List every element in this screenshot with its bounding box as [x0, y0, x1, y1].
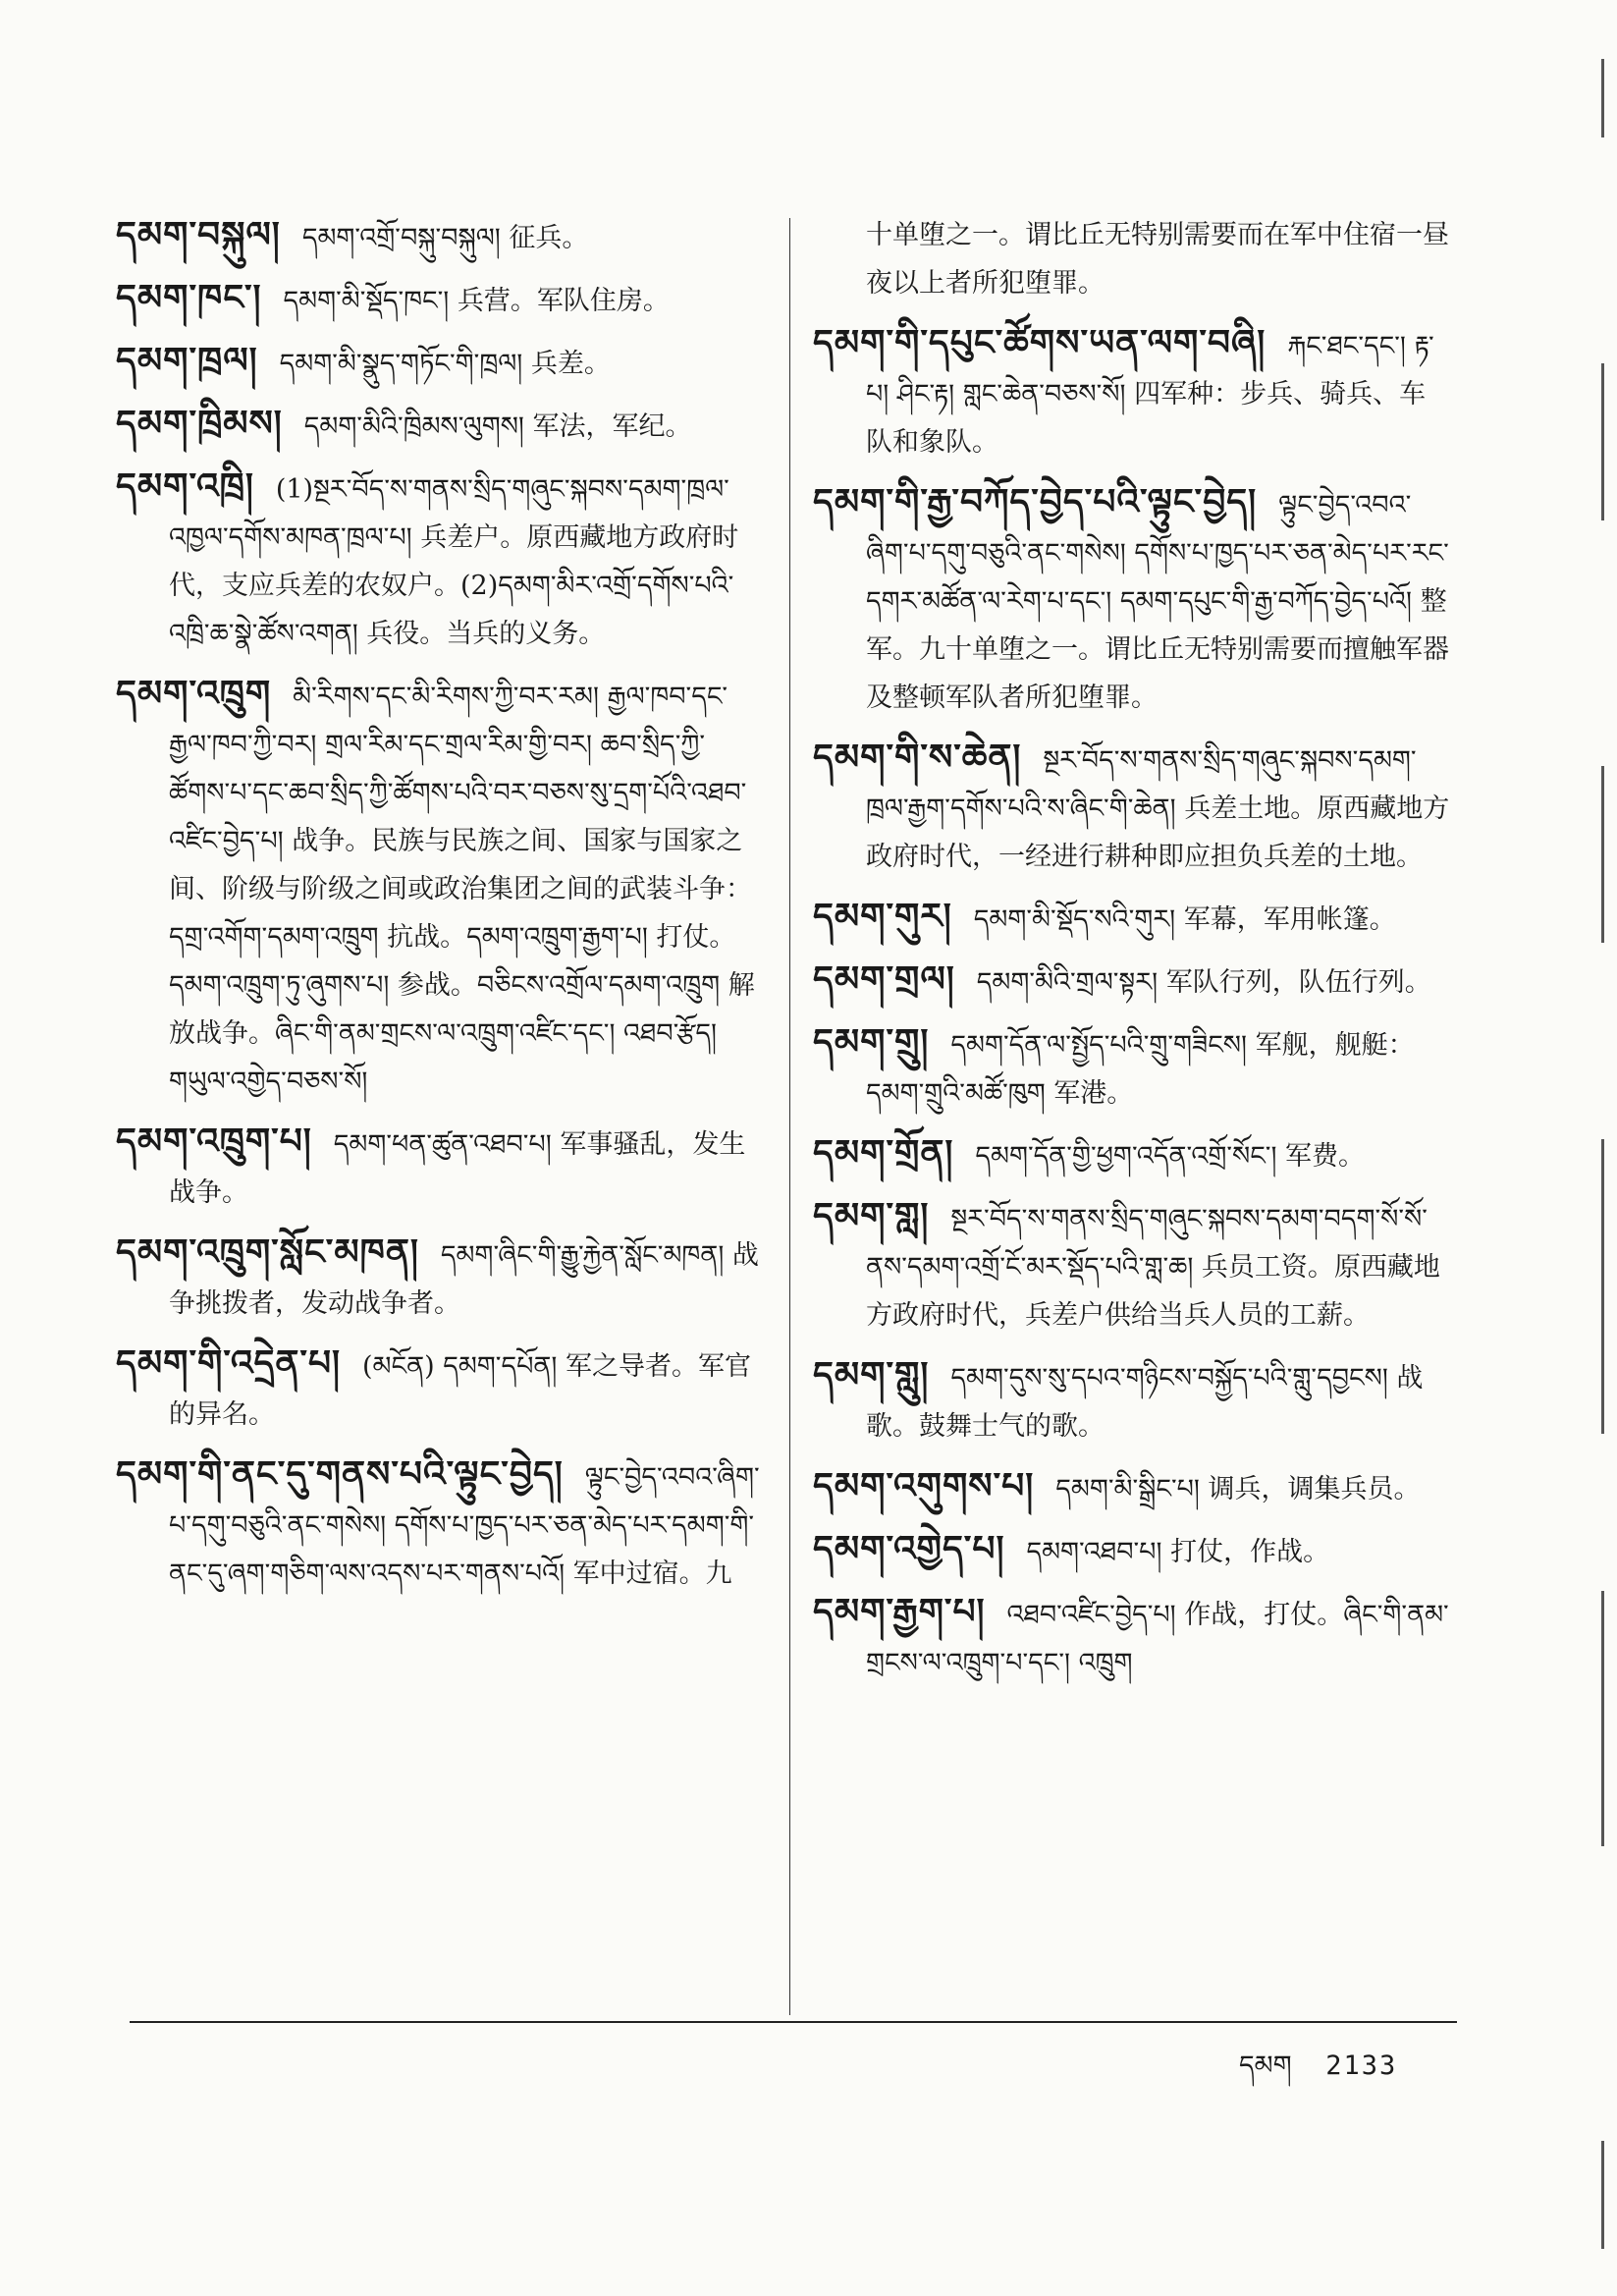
edge-mark	[1601, 1139, 1604, 1434]
headword: དམག་གི་ས་ཆེན།	[813, 738, 1022, 778]
dictionary-entry	[116, 670, 762, 1106]
headword: དམག་ཁང་།	[116, 278, 262, 318]
definition: དམག་ཞིང་གི་རྒྱུ་རྐྱེན་སློང་མཁན། 战争挑拨者，发动战争者。	[169, 1240, 759, 1319]
dictionary-entry	[813, 893, 1451, 944]
definition: ལྟུང་བྱེད་འབའ་ཞིག་པ་དགུ་བཅུའི་ནང་གསེས། དགོས་པ་ཁྱད་པར་ཅན་མེད་པར་རང་དགར་མཚོན་ལ་རེག་པ་དང་། དམག་དཔུང་གི་རྒྱ་བཀོད་བྱེད་པའོ། 整军。九十单堕之一。谓比丘无特别需要而擅触军器及整顿军队者所犯堕罪。	[866, 490, 1449, 713]
dictionary-entry	[116, 1450, 762, 1598]
dictionary-entry	[813, 478, 1451, 722]
headword: དམག་འཁྲུག་སློང་མཁན།	[116, 1232, 419, 1273]
edge-mark	[1601, 59, 1604, 137]
dictionary-entry	[813, 1351, 1451, 1450]
dictionary-entry	[813, 1018, 1451, 1118]
dictionary-entry	[116, 400, 762, 451]
headword: དམག་གི་དཔུང་ཚོགས་ཡན་ལག་བཞི།	[813, 323, 1267, 363]
definition: རྐང་ཐང་དང་། རྟ་པ། ཤིང་རྟ། གླང་ཆེན་བཅས་སོ། 四军种：步兵、骑兵、车队和象队。	[866, 331, 1434, 458]
headword: དམག་འགྱེད་པ།	[813, 1529, 1005, 1569]
page-number: 2133	[1325, 2050, 1398, 2081]
dictionary-entry	[813, 956, 1451, 1007]
headword: དམག་ཁྲལ།	[116, 341, 258, 381]
headword: དམག་རྒྱག་པ།	[813, 1592, 986, 1632]
definition: སྔར་བོད་ས་གནས་སྲིད་གཞུང་སྐབས་དམག་ཁྲལ་རྒྱག་དགོས་པའི་ས་ཞིང་གི་ཆེན། 兵差土地。原西藏地方政府时代，一经进行耕种即应担负兵差的土地。	[866, 745, 1450, 872]
definition: དམག་དོན་གྱི་ཕྱག་འདོན་འགྲོ་སོང་། 军费。	[975, 1141, 1366, 1172]
headword: དམག་གླ།	[813, 1196, 930, 1236]
definition: དམག་མི་སྣུད་གཏོང་གི་ཁྲལ། 兵差。	[279, 349, 611, 379]
definition: དམག་ཕན་ཚུན་འཐབ་པ། 军事骚乱，发生战争。	[169, 1129, 746, 1208]
dictionary-entry	[116, 274, 762, 325]
definition: དམག་དོན་ལ་སྤྱོད་པའི་གྲུ་གཟིངས། 军舰，舰艇：དམག་གྲུའི་མཚོ་ཁུག 军港。	[866, 1030, 1415, 1109]
definition: མི་རིགས་དང་མི་རིགས་ཀྱི་བར་རམ། རྒྱལ་ཁབ་དང་རྒྱལ་ཁབ་ཀྱི་བར། གྲལ་རིམ་དང་གྲལ་རིམ་གྱི་བར། ཆབ་སྲིད་ཀྱི་ཚོགས་པ་དང་ཆབ་སྲིད་ཀྱི་ཚོགས་པའི་བར་བཅས་སུ་དྲག་པོའི་འཐབ་འཛིང་བྱེད་པ། 战争。民族与民族之间、国家与国家之间、阶级与阶级之间或政治集团之间的武装斗争：དགྲ་འགོག་དམག་འཁྲུག 抗战。དམག་འཁྲུག་རྒྱག་པ། 打仗。དམག་འཁྲུག་ཏུ་ཞུགས་པ། 参战。བཅིངས་འགྲོལ་དམག་འཁྲུག 解放战争。ཞིང་གི་ནམ་གྲངས་ལ་འཁྲུག་འཛིང་དང་། འཐབ་རྩོད། གཡུལ་འགྱེད་བཅས་སོ།	[169, 682, 755, 1097]
headword: དམག་འགུགས་པ།	[813, 1466, 1035, 1506]
page-footer	[1239, 2036, 1397, 2110]
definition: དམག་མིའི་ཁྲིམས་ལུགས། 军法，军纪。	[303, 411, 692, 442]
dictionary-entry	[116, 1229, 762, 1328]
headword: དམག་འཁྲི།	[116, 466, 254, 507]
dictionary-entry	[116, 1118, 762, 1217]
definition: (མངོན) དམག་དཔོན། 军之导者。军官的异名。	[169, 1351, 751, 1430]
dictionary-entry	[813, 1192, 1451, 1339]
definition: དམག་འཐབ་པ། 打仗，作战。	[1026, 1537, 1330, 1567]
headword: དམག་ཁྲིམས།	[116, 404, 283, 444]
headword: དམག་གི་ནང་དུ་གནས་པའི་ལྟུང་བྱེད།	[116, 1454, 564, 1495]
dictionary-entry	[813, 319, 1451, 466]
dictionary-entry	[116, 337, 762, 388]
dictionary-entry	[813, 1588, 1451, 1687]
headword: དམག་འཁྲུག	[116, 674, 272, 714]
definition: (1)སྔར་བོད་ས་གནས་སྲིད་གཞུང་སྐབས་དམག་ཁྲལ་འཁྱལ་དགོས་མཁན་ཁྲལ་པ། 兵差户。原西藏地方政府时代，支应兵差的农奴户。(2)དམག་མིར་འགྲོ་དགོས་པའི་འཁྲི་ཆ་སྣེ་ཚོས་འགན། 兵役。当兵的义务。	[169, 474, 739, 649]
edge-mark	[1601, 363, 1604, 520]
dictionary-entry	[116, 211, 762, 262]
dictionary-entry	[116, 463, 762, 658]
footer-rule	[130, 2021, 1457, 2023]
headword: དམག་གྲལ།	[813, 959, 955, 1000]
definition: དམག་མི་སྡོད་སའི་གུར། 军幕，军用帐篷。	[973, 904, 1396, 935]
edge-mark	[1601, 766, 1604, 943]
definition: དམག་མི་སྒྲིང་པ། 调兵，调集兵员。	[1055, 1474, 1421, 1504]
dictionary-entry-continuation	[813, 211, 1451, 307]
dictionary-entry	[813, 1525, 1451, 1576]
dictionary-entry	[813, 1462, 1451, 1513]
headword: དམག་གླུ།	[813, 1355, 930, 1395]
headword: དམག་གྲོན།	[813, 1133, 954, 1174]
headword: དམག་གི་རྒྱ་བཀོད་བྱེད་པའི་ལྟུང་བྱེད།	[813, 482, 1258, 522]
scan-edge-marks	[1595, 59, 1609, 2259]
right-column	[813, 211, 1451, 1699]
definition: སྔར་བོད་ས་གནས་སྲིད་གཞུང་སྐབས་དམག་བདག་སོ་སོ་ནས་དམག་འགྲོ་ངོ་མར་སྡོད་པའི་གླ་ཆ། 兵员工资。原西藏地方政府时代，兵差户供给当兵人员的工薪。	[866, 1204, 1440, 1331]
edge-mark	[1601, 2141, 1604, 2249]
definition: 十单堕之一。谓比丘无特别需要而在军中住宿一昼夜以上者所犯堕罪。	[866, 220, 1449, 299]
definition: དམག་མིའི་གྲལ་སྟར། 军队行列，队伍行列。	[976, 967, 1431, 998]
headword: དམག་གི་འདྲེན་པ།	[116, 1343, 342, 1384]
definition: འཐབ་འཛིང་བྱེད་པ། 作战，打仗。ཞིང་གི་ནམ་གྲངས་ལ་འཁྲུག་པ་དང་། འཁྲུག	[866, 1600, 1449, 1678]
headword: དམག་གུར།	[813, 897, 952, 937]
headword: དམག་གྲུ།	[813, 1022, 930, 1063]
headword: དམག་འཁྲུག་པ།	[116, 1121, 312, 1162]
definition: དམག་མི་སྡོད་ཁང་། 兵营。军队住房。	[283, 286, 670, 316]
dictionary-entry	[116, 1339, 762, 1439]
headword: དམག་བསྐུལ།	[116, 215, 281, 255]
definition: དམག་དུས་སུ་དཔའ་གཉིངས་བསྐྱོད་པའི་གླུ་དབྱངས། 战歌。鼓舞士气的歌。	[866, 1363, 1424, 1442]
column-divider	[789, 218, 790, 2015]
dictionary-entry	[813, 734, 1451, 881]
left-column	[116, 211, 762, 1610]
definition: དམག་འགྲོ་བསྐུ་བསྐུལ། 征兵。	[301, 223, 589, 253]
dictionary-entry	[813, 1129, 1451, 1180]
definition: ལྟུང་བྱེད་འབའ་ཞིག་པ་དགུ་བཅུའི་ནང་གསེས། དགོས་པ་ཁྱད་པར་ཅན་མེད་པར་དམག་གི་ནང་དུ་ཞག་གཅིག་ལས་འདས་པར་གནས་པའོ། 军中过宿。九	[169, 1462, 760, 1589]
section-heading: དམག	[1239, 2050, 1292, 2081]
edge-mark	[1601, 1591, 1604, 1846]
